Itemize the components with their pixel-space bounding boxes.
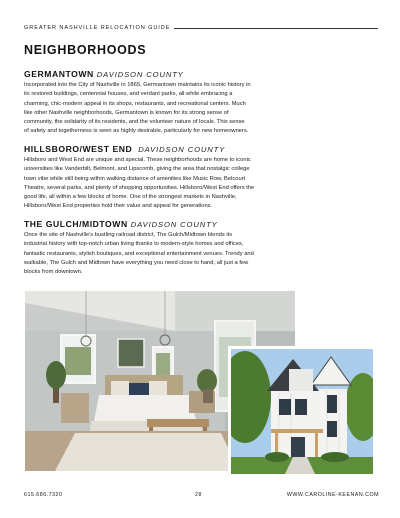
body-line: Incorporated into the City of Nashville in 1865, Germantown maintains its iconic history in [24, 82, 251, 88]
section-gulch-midtown [24, 217, 380, 277]
section-heading [24, 217, 380, 228]
body-line: fantastic restaurants, stylish boutiques, and exceptional entertainment venues. Trendy and [24, 250, 254, 257]
footer-page-number: 28 [195, 492, 202, 498]
body-line: universities like Vanderbilt, Belmont, and Lipscomb, giving the area that nostalgic college [24, 166, 250, 173]
guide-title: GREATER NASHVILLE RELOCATION GUIDE [24, 25, 171, 31]
body-line: Theatre, several parks, and plenty of shopping opportunities. Hillsboro/West End offers the [24, 184, 255, 191]
county-name: DAVIDSON COUNTY [96, 70, 184, 79]
body-line: good life, all within a few blocks of home. One of the strongest markets in Nashville, [24, 194, 237, 201]
neighborhood-name: HILLSBORO/WEST END [24, 144, 133, 154]
neighborhood-name: THE GULCH/MIDTOWN [24, 219, 128, 229]
page-title: NEIGHBORHOODS [24, 43, 147, 57]
body-line: its restored buildings, centennial houses, and verdant parks, all while embracing a [24, 91, 233, 98]
body-line: charming, chic-modern appeal in its shops, restaurants, and recreational centers. Much [24, 100, 246, 107]
footer-phone: 615.686.7320 [24, 492, 63, 498]
body-line: Hillsboro and West End are unique and special. These neighborhoods are home to iconic [24, 157, 251, 163]
section-hillsboro-west-end [24, 142, 380, 212]
body-line: Once the site of Nashville's bustling railroad district, The Gulch/Midtown blends its [24, 232, 233, 238]
footer-website: WWW.CAROLINE-KEENAN.COM [286, 492, 379, 498]
body-line: community, the solidarity of its residents, and the volunteer nature of locals. This sense [24, 119, 245, 126]
body-line: of safety and togetherness is seen as highly desirable, particularly for new homeowners. [24, 128, 249, 135]
section-heading [24, 67, 380, 78]
county-name: DAVIDSON COUNTY [130, 220, 218, 229]
section-body [24, 156, 380, 212]
body-line: town vibe while still being within walking distance of amenities like Music Row, Belcourt [24, 175, 246, 182]
body-line: like other Nashville neighborhoods, Germantown is known for its strong sense of [24, 109, 229, 116]
body-line: blocks from downtown. [24, 269, 83, 276]
page-footer [24, 492, 379, 500]
page-header [24, 25, 380, 35]
neighborhood-name: GERMANTOWN [24, 69, 94, 79]
section-body [24, 81, 380, 137]
section-body [24, 231, 380, 277]
body-line: Hillsboro/West End properties hold their value and appeal for generations. [24, 203, 213, 210]
house-photo [228, 346, 376, 477]
section-heading [24, 142, 380, 153]
header-rule [174, 28, 378, 29]
body-line: industrial history with top-notch urban living thanks to modern-style homes and offices, [24, 241, 244, 248]
section-germantown [24, 67, 380, 137]
body-line: walkable, The Gulch and Midtown have everything you need close to hand, all just a few [24, 259, 249, 266]
county-name: DAVIDSON COUNTY [138, 145, 226, 154]
